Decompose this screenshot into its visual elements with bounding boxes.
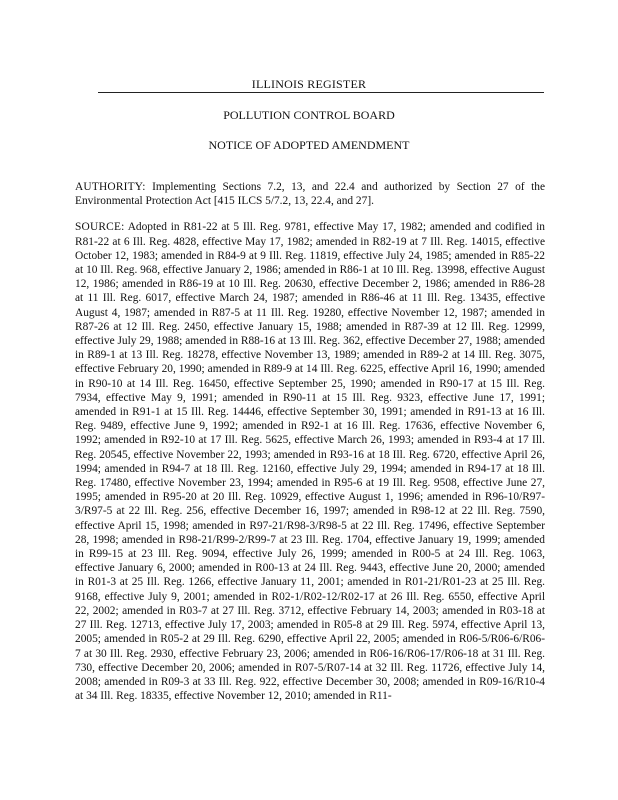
source-text: Adopted in R81-22 at 5 Ill. Reg. 9781, effective May 17, 1982; amended and codified in R81-22 at 6 Ill. Reg. 4828, effective May 17, 1982; amended in R82-19 at 7 Ill. Reg. 14015, effective October 12, 1983; amended in R84-9 at 9 Ill. Reg. 11819, effective July 24, 1985; amended in R85-22 at 10 Ill. Reg. 968, effective January 2, 1986; amended in R86-1 at 10 Ill. Reg. 13998, effective August 12, 1986; amended in R86-19 at 10 Ill. Reg. 20630, effective December 2, 1986; amended in R86-28 at 11 Ill. Reg. 6017, effective March 24, 1987; amended in R86-46 at 11 Ill. Reg. 13435, effective August 4, 1987; amended in R87-5 at 11 Ill. Reg. 19280, effective November 12, 1987; amended in R87-26 at 12 Ill. Reg. 2450, effective January 15, 1988; amended in R87-39 at 12 Ill. Reg. 12999, effective July 29, 1988; amended in R88-16 at 13 Ill. Reg. 362, effective December 27, 1988; amended in R89-1 at 13 Ill. Reg. 18278, effective November 13, 1989; amended in R89-2 at 14 Ill. Reg. 3075, effective February 20, 1990; amended in R89-9 at 14 Ill. Reg. 6225, effective April 16, 1990; amended in R90-10 at 14 Ill. Reg. 16450, effective September 25, 1990; amended in R90-17 at 15 Ill. Reg. 7934, effective May 9, 1991; amended in R90-11 at 15 Ill. Reg. 9323, effective June 17, 1991; amended in R91-1 at 15 Ill. Reg. 14446, effective September 30, 1991; amended in R91-13 at 16 Ill. Reg. 9489, effective June 9, 1992; amended in R92-1 at 16 Ill. Reg. 17636, effective November 6, 1992; amended in R92-10 at 17 Ill. Reg. 5625, effective March 26, 1993; amended in R93-4 at 17 Ill. Reg. 20545, effective November 22, 1993; amended in R93-16 at 18 Ill. Reg. 6720, effective April 26, 1994; amended in R94-7 at 18 Ill. Reg. 12160, effective July 29, 1994; amended in R94-17 at 18 Ill. Reg. 17480, effective November 23, 1994; amended in R95-6 at 19 Ill. Reg. 9508, effective June 27, 1995; amended in R95-20 at 20 Ill. Reg. 10929, effective August 1, 1996; amended in R96-10/R97-3/R97-5 at 22 Ill. Reg. 256, effective December 16, 1997; amended in R98-12 at 22 Ill. Reg. 7590, effective April 15, 1998; amended in R97-21/R98-3/R98-5 at 22 Ill. Reg. 17496, effective September 28, 1998; amended in R98-21/R99-2/R99-7 at 23 Ill. Reg. 1704, effective January 19, 1999; amended in R99-15 at 23 Ill. Reg. 9094, effective July 26, 1999; amended in R00-5 at 24 Ill. Reg. 1063, effective January 6, 2000; amended in R00-13 at 24 Ill. Reg. 9443, effective June 20, 2000; amended in R01-3 at 25 Ill. Reg. 1266, effective January 11, 2001; amended in R01-21/R01-23 at 25 Ill. Reg. 9168, effective July 9, 2001; amended in R02-1/R02-12/R02-17 at 26 Ill. Reg. 6550, effective April 22, 2002; amended in R03-7 at 27 Ill. Reg. 3712, effective February 14, 2003; amended in R03-18 at 27 Ill. Reg. 12713, effective July 17, 2003; amended in R05-8 at 29 Ill. Reg. 5974, effective April 13, 2005; amended in R05-2 at 29 Ill. Reg. 6290, effective April 22, 2005; amended in R06-5/R06-6/R06-7 at 30 Ill. Reg. 2930, effective February 23, 2006; amended in R06-16/R06-17/R06-18 at 31 Ill. Reg. 730, effective December 20, 2006; amended in R07-5/R07-14 at 32 Ill. Reg. 11726, effective July 14, 2008; amended in R09-3 at 33 Ill. Reg. 922, effective December 30, 2008; amended in R09-16/R10-4 at 34 Ill. Reg. 18335, effective November 12, 2010; amended in R11- xyxy=(75,221,545,703)
register-title: ILLINOIS REGISTER xyxy=(251,77,367,91)
source-paragraph xyxy=(75,220,545,703)
authority-label: AUTHORITY: xyxy=(75,181,146,193)
agency-name: POLLUTION CONTROL BOARD xyxy=(223,108,395,122)
document-body xyxy=(75,180,545,715)
notice-title: NOTICE OF ADOPTED AMENDMENT xyxy=(208,138,410,152)
source-label: SOURCE: xyxy=(75,221,125,234)
authority-paragraph xyxy=(75,180,545,208)
header-rule xyxy=(98,92,544,93)
authority-text: Implementing Sections 7.2, 13, and 22.4 and authorized by Section 27 of the Environmental Protection Act [415 ILCS 5/7.2, 13, 22.4, and 27]. xyxy=(75,181,545,208)
